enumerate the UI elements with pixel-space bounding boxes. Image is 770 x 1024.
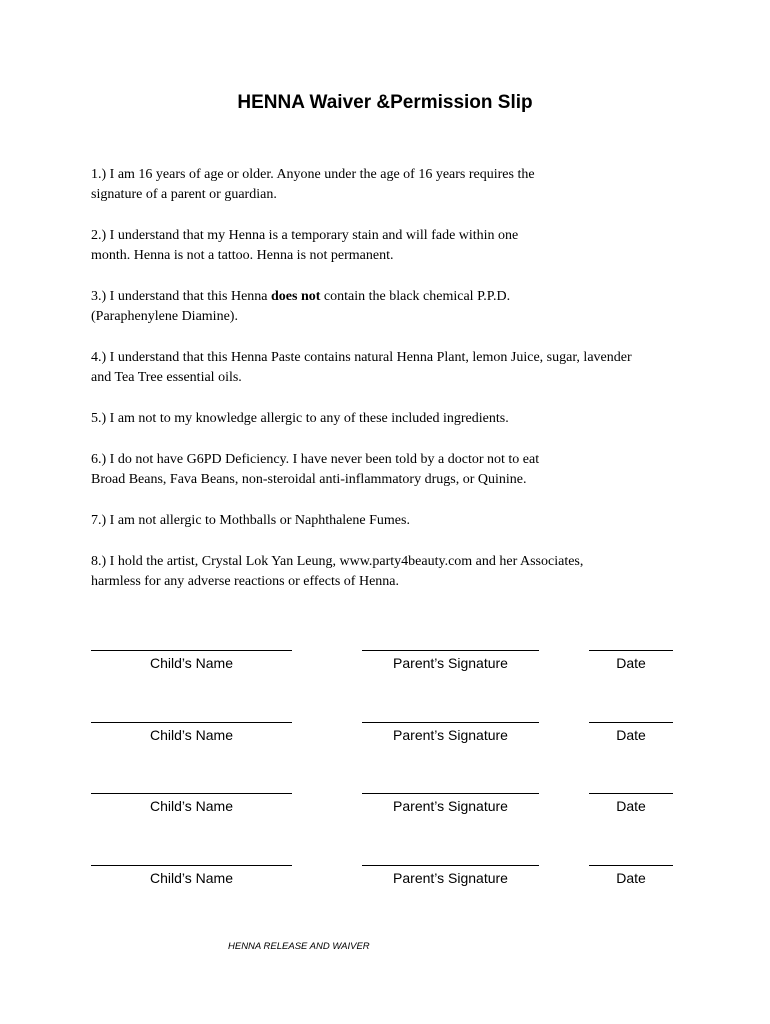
emphasis-does-not: does not bbox=[271, 289, 321, 304]
clause-1 bbox=[91, 165, 691, 205]
date-field[interactable]: Date bbox=[589, 793, 673, 814]
clause-line: month. Henna is not a tattoo. Henna is not permanent. bbox=[91, 248, 394, 263]
clause-5 bbox=[91, 409, 691, 429]
clause-line bbox=[91, 287, 691, 307]
page-footer: HENNA RELEASE AND WAIVER bbox=[228, 941, 370, 952]
document-title: HENNA Waiver &Permission Slip bbox=[237, 92, 533, 113]
signature-section bbox=[0, 650, 770, 936]
signature-row bbox=[0, 650, 770, 722]
child-name-field[interactable]: Child’s Name bbox=[91, 865, 292, 886]
parent-signature-field[interactable]: Parent’s Signature bbox=[362, 650, 539, 671]
clause-6 bbox=[91, 450, 691, 490]
clause-2 bbox=[91, 226, 691, 266]
date-field[interactable]: Date bbox=[589, 650, 673, 671]
clause-line: 6.) I do not have G6PD Deficiency. I have never been told by a doctor not to eat bbox=[91, 452, 540, 467]
date-field[interactable]: Date bbox=[589, 865, 673, 886]
clause-text: 3.) I understand that this Henna bbox=[91, 289, 272, 304]
child-name-field[interactable]: Child’s Name bbox=[91, 650, 292, 671]
clause-line: 7.) I am not allergic to Mothballs or Naphthalene Fumes. bbox=[91, 513, 410, 528]
signature-row bbox=[0, 722, 770, 794]
clause-line: signature of a parent or guardian. bbox=[91, 187, 277, 202]
clause-line: Broad Beans, Fava Beans, non-steroidal anti-inflammatory drugs, or Quinine. bbox=[91, 472, 527, 487]
clause-3 bbox=[91, 287, 691, 327]
clause-8 bbox=[91, 552, 691, 592]
parent-signature-field[interactable]: Parent’s Signature bbox=[362, 865, 539, 886]
clause-line: and Tea Tree essential oils. bbox=[91, 370, 242, 385]
clause-line: (Paraphenylene Diamine). bbox=[91, 309, 238, 324]
child-name-field[interactable]: Child’s Name bbox=[91, 722, 292, 743]
parent-signature-field[interactable]: Parent’s Signature bbox=[362, 793, 539, 814]
clause-line: 5.) I am not to my knowledge allergic to any of these included ingredients. bbox=[91, 411, 509, 426]
clause-text: contain the black chemical P.P.D. bbox=[320, 289, 511, 304]
clause-line: 2.) I understand that my Henna is a temporary stain and will fade within one bbox=[91, 228, 519, 243]
signature-row bbox=[0, 865, 770, 937]
clause-7 bbox=[91, 511, 691, 531]
clause-4 bbox=[91, 348, 691, 388]
clause-list bbox=[91, 165, 691, 592]
clause-line: 1.) I am 16 years of age or older. Anyone under the age of 16 years requires the bbox=[91, 167, 535, 182]
signature-row bbox=[0, 793, 770, 865]
clause-line: 8.) I hold the artist, Crystal Lok Yan Leung, www.party4beauty.com and her Associates, bbox=[91, 554, 584, 569]
child-name-field[interactable]: Child’s Name bbox=[91, 793, 292, 814]
parent-signature-field[interactable]: Parent’s Signature bbox=[362, 722, 539, 743]
clause-line: 4.) I understand that this Henna Paste contains natural Henna Plant, lemon Juice, sugar, lavender bbox=[91, 350, 632, 365]
clause-line: harmless for any adverse reactions or effects of Henna. bbox=[91, 574, 399, 589]
date-field[interactable]: Date bbox=[589, 722, 673, 743]
